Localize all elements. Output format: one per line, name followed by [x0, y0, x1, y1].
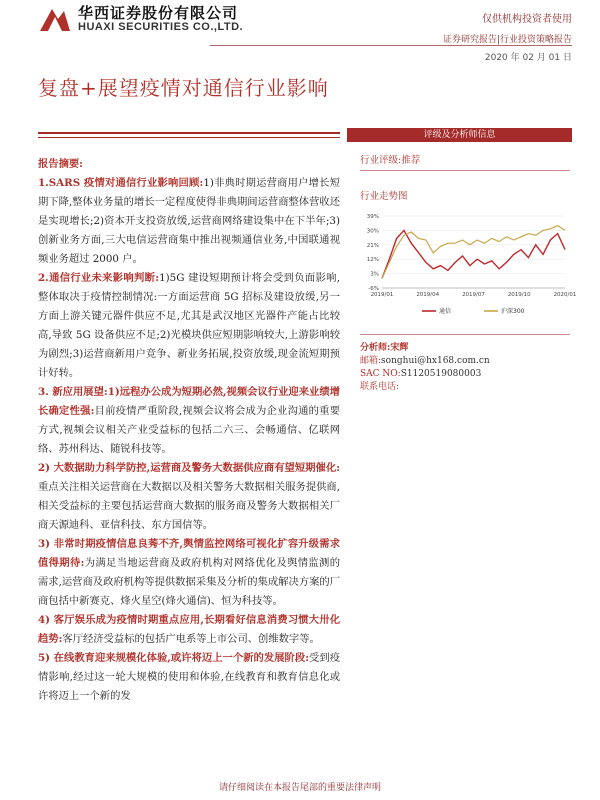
x-tick-label: 2019/04: [416, 292, 440, 298]
analyst-key: 分析师:: [360, 343, 391, 353]
para-1-body: 1)非典时期运营商用户增长短期下降,整体业务量的增长一定程度使得非典期间运营商整体营收还是实现增长;2)资本开支投资放缓,运营商网络建设集中在下半年;3)创新业务方面,三大电信运营商集中推出视频通信业务,中国联通视频业务超过 2000 户。: [38, 177, 340, 265]
para-6-heading: 4) 客厅娱乐成为疫情时期重点应用,长期看好信息消费习惯大卅化趋势:: [38, 614, 340, 645]
para-3-body: 目前疫情严重阶段,视频会议将会成为企业沟通的重要方式,视频会议相关产业受益标的包括二六三、会畅通信、亿联网络、苏州科达、随锐科技等。: [38, 405, 340, 455]
huaxi-logo-icon: [38, 3, 72, 33]
y-tick-label: 3%: [370, 271, 379, 278]
para-2-heading: 2.通信行业未来影响判断:: [38, 272, 160, 284]
title-rule-thin: [38, 137, 340, 138]
legend-label: 沪深300: [501, 308, 525, 315]
title-rule: [38, 132, 340, 134]
y-tick-label: -6%: [368, 286, 379, 292]
para-2-body: 1)5G 建设短期预计将会受到负面影响,整体取决于疫情控制情况:一方面运营商 5G 招标及建设放缓,另一方面上游关键元器件供应不足,尤其是武汉地区光器件产能占比较高,导致 5G 设备供应不足;2)光模块供应短期影响较大,上游影响较为剧烈;3)运营商新用户竞争、新业务拓展,投资放缓,现金流短期预计好转。: [38, 272, 340, 379]
chart-y-ticks: [367, 214, 379, 292]
company-name-cn: 华西证券股份有限公司: [78, 4, 239, 22]
para-3-heading: 3. 新应用展望:1)远程办公成为短期必然,视频会议行业迎来业绩增长确定性强:: [38, 386, 340, 417]
audience-note: 仅供机构投资者使用: [482, 14, 572, 25]
x-tick-label: 2020/01: [553, 292, 577, 298]
x-tick-label: 2019/07: [462, 292, 485, 298]
summary-para-3: [38, 383, 340, 459]
report-date: 2020 年 02 月 01 日: [484, 53, 572, 63]
y-tick-label: 30%: [366, 228, 379, 235]
para-4-body: 重点关注相关运营商在大数据以及相关警务大数据相关服务提供商,相关受益标的主要包括运营商大数据的服务商及警务大数据相关厂商天源迪科、亚信科技、东方国信等。: [38, 481, 340, 531]
x-tick-label: 2019/01: [370, 292, 394, 298]
legal-notice: 请仔细阅读在本报告尾部的重要法律声明: [218, 783, 381, 793]
para-6-body: 客厅经济受益标的包括广电系等上市公司、创维数字等。: [62, 633, 320, 645]
legend-label: 通信: [439, 308, 452, 315]
para-7-heading: 5) 在线教育迎来规模化体验,或许将迈上一个新的发展阶段:: [38, 652, 309, 664]
analyst-info: [360, 342, 490, 394]
x-tick-label: 2019/10: [507, 292, 531, 298]
industry-trend-chart: [360, 210, 577, 325]
para-1-heading: 1.SARS 疫情对通信行业影响回顾:: [38, 177, 204, 189]
report-summary: [38, 155, 340, 706]
y-tick-label: 39%: [366, 214, 379, 220]
report-type: 证券研究报告|行业投资策略报告: [442, 35, 572, 45]
sidebar-heading: 评级及分析师信息: [347, 128, 572, 142]
para-4-heading: 2) 大数据助力科学防控,运营商及警务大数据供应商有望短期催化:: [38, 462, 340, 474]
email-key: 邮箱:: [360, 356, 382, 366]
phone-key: 联系电话:: [360, 382, 400, 392]
summary-para-5: [38, 535, 340, 611]
summary-para-1: [38, 174, 340, 269]
industry-rating: 行业评级:推荐: [360, 155, 421, 166]
sac-key: SAC NO:: [360, 369, 401, 379]
series-line-csi300: [382, 226, 565, 279]
chart-x-ticks: [371, 292, 577, 298]
summary-label: 报告摘要:: [38, 158, 83, 170]
company-name-en: HUAXI SECURITIES CO.,LTD.: [78, 21, 244, 33]
sidebar-divider-2: [360, 334, 570, 335]
sac-number: S1120519080003: [400, 369, 482, 379]
analyst-name: 宋辉: [390, 343, 409, 353]
summary-para-4: [38, 459, 340, 535]
para-5-heading: 3) 非常时期疫情信息良莠不齐,舆情监控网络可视化扩容升级需求值得期待:: [38, 538, 340, 569]
page-title: 复盘+展望疫情对通信行业影响: [38, 76, 329, 100]
y-tick-label: 21%: [366, 242, 379, 249]
y-tick-label: 12%: [366, 257, 379, 264]
summary-para-2: [38, 269, 340, 383]
summary-para-6: [38, 611, 340, 649]
chart-grid: [382, 216, 565, 288]
summary-para-7: [38, 649, 340, 706]
header-rule: [210, 45, 572, 46]
para-5-body: 为满足当地运营商及政府机构对网络优化及舆情监测的需求,运营商及政府机构等提供数据采集及分析的集成解决方案的厂商包括中新赛克、烽火星空(烽火通信)、恒为科技等。: [38, 557, 340, 607]
sidebar-divider: [360, 170, 570, 171]
chart-legend: [422, 307, 525, 315]
analyst-email[interactable]: songhui@hx168.com.cn: [381, 356, 490, 366]
trend-label: 行业走势图: [360, 191, 408, 202]
series-line-telecom: [382, 230, 565, 278]
para-7-body: 受到疫情影响,经过这一轮大规模的使用和体验,在线教育和教育信息化或许将迈上一个新的发: [38, 652, 340, 702]
